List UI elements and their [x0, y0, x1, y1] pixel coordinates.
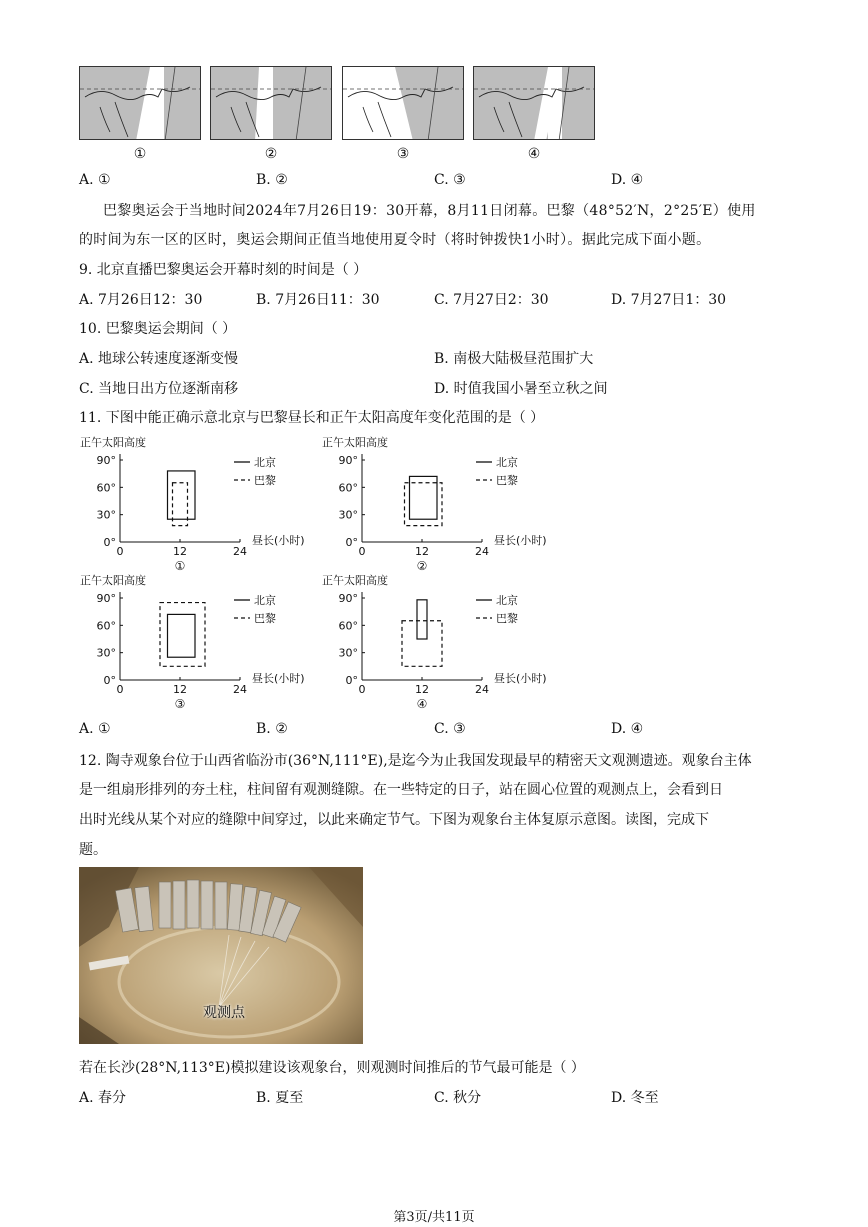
q12-option-d[interactable]: D. 冬至 [611, 1090, 659, 1106]
legend-beijing-label: 北京 [496, 594, 518, 607]
q12-option-a[interactable]: A. 春分 [79, 1090, 127, 1106]
q9-option-c[interactable]: C. 7月27日2：30 [434, 292, 549, 308]
q9-stem: 9. 北京直播巴黎奥运会开幕时刻的时间是（ ） [79, 262, 368, 278]
q9-option-a[interactable]: A. 7月26日12：30 [79, 292, 203, 308]
chart-1 [76, 432, 326, 572]
q12-option-b[interactable]: B. 夏至 [256, 1090, 304, 1106]
q11-option-c[interactable]: C. ③ [434, 721, 466, 737]
map-thumbnail-1 [79, 66, 201, 140]
chart-x-tick-label: 12 [415, 545, 429, 558]
chart-y-tick-label: 60° [96, 619, 116, 633]
q10-option-a[interactable]: A. 地球公转速度逐渐变慢 [79, 351, 239, 367]
map-thumbnail-2 [210, 66, 332, 140]
chart-ylabel: 正午太阳高度 [80, 574, 146, 587]
q10-option-d[interactable]: D. 时值我国小暑至立秋之间 [434, 381, 608, 397]
chart-y-tick-label: 90° [96, 454, 116, 467]
legend-beijing-label: 北京 [254, 594, 276, 607]
chart-index-label: ② [416, 559, 428, 572]
beijing-range-box [417, 600, 427, 639]
chart-x-tick-label: 12 [173, 545, 187, 558]
chart-ylabel: 正午太阳高度 [80, 436, 146, 449]
q12-stem: 若在长沙(28°N,113°E)模拟建设该观象台，则观测时间推后的节气最可能是（ ） [79, 1060, 585, 1076]
legend-paris-label: 巴黎 [254, 612, 276, 625]
chart-y-tick-label: 90° [338, 454, 358, 467]
q11-stem: 11. 下图中能正确示意北京与巴黎昼长和正午太阳高度年变化范围的是（ ） [79, 410, 545, 426]
legend-beijing-label: 北京 [496, 456, 518, 469]
chart-ylabel: 正午太阳高度 [322, 574, 388, 587]
map-3-graphic [343, 67, 464, 140]
q11-option-a[interactable]: A. ① [79, 721, 111, 737]
chart-x-tick-label: 0 [116, 545, 124, 558]
q12-option-c[interactable]: C. 秋分 [434, 1090, 482, 1106]
legend-beijing-label: 北京 [254, 456, 276, 469]
chart-3 [76, 570, 326, 710]
chart-xlabel: 昼长(小时) [494, 534, 547, 547]
q11-option-b[interactable]: B. ② [256, 721, 288, 737]
q9-option-d[interactable]: D. 7月27日1：30 [611, 292, 727, 308]
q9-option-b[interactable]: B. 7月26日11：30 [256, 292, 380, 308]
map-thumbnail-4 [473, 66, 595, 140]
paris-range-box [402, 621, 442, 667]
q8-option-c[interactable]: C. ③ [434, 172, 466, 188]
chart-y-tick-label: 30° [338, 646, 358, 660]
chart-index-label: ③ [174, 697, 186, 710]
map-2-graphic [211, 67, 332, 140]
q10-stem: 10. 巴黎奥运会期间（ ） [79, 321, 237, 337]
map-thumbnail-3 [342, 66, 464, 140]
chart-y-tick-label: 30° [338, 508, 358, 522]
observatory-photo [79, 867, 363, 1044]
map-1-graphic [80, 67, 201, 140]
chart-xlabel: 昼长(小时) [494, 672, 547, 685]
chart-ylabel: 正午太阳高度 [322, 436, 388, 449]
chart-x-tick-label: 24 [233, 545, 247, 558]
chart-y-tick-label: 60° [338, 619, 358, 633]
beijing-range-box [168, 614, 196, 657]
chart-2 [318, 432, 568, 572]
chart-x-tick-label: 0 [358, 683, 366, 696]
q10-option-c[interactable]: C. 当地日出方位逐渐南移 [79, 381, 239, 397]
chart-y-tick-label: 0° [345, 674, 358, 687]
chart-y-tick-label: 60° [96, 481, 116, 495]
chart-x-tick-label: 24 [233, 683, 247, 696]
chart-xlabel: 昼长(小时) [252, 534, 305, 547]
chart-index-label: ① [174, 559, 186, 572]
chart-y-tick-label: 60° [338, 481, 358, 495]
chart-y-tick-label: 0° [103, 674, 116, 687]
chart-y-tick-label: 0° [103, 536, 116, 549]
legend-paris-label: 巴黎 [496, 474, 518, 487]
chart-y-tick-label: 30° [96, 508, 116, 522]
observation-point-label: 观测点 [203, 1005, 245, 1021]
chart-xlabel: 昼长(小时) [252, 672, 305, 685]
q12-para-line-2: 是一组扇形排列的夯土柱，柱间留有观测缝隙。在一些特定的日子，站在圆心位置的观测点上，会看到日 [79, 782, 723, 798]
chart-y-tick-label: 90° [338, 592, 358, 605]
chart-4 [318, 570, 568, 710]
map-4-graphic [474, 67, 595, 140]
q12-para-line-4: 题。 [79, 842, 107, 858]
q8-option-b[interactable]: B. ② [256, 172, 288, 188]
q8-option-a[interactable]: A. ① [79, 172, 111, 188]
map-label-1: ① [133, 146, 147, 162]
page-footer: 第3页/共11页 [393, 1210, 475, 1225]
chart-y-tick-label: 0° [345, 536, 358, 549]
chart-y-tick-label: 30° [96, 646, 116, 660]
q10-option-b[interactable]: B. 南极大陆极昼范围扩大 [434, 351, 594, 367]
chart-x-tick-label: 24 [475, 683, 489, 696]
legend-paris-label: 巴黎 [496, 612, 518, 625]
chart-x-tick-label: 24 [475, 545, 489, 558]
passage-line-2: 的时间为东一区的区时，奥运会期间正值当地使用夏令时（将时钟拨快1小时）。据此完成下面小题。 [79, 232, 711, 248]
chart-x-tick-label: 12 [173, 683, 187, 696]
q12-para-line-1: 12. 陶寺观象台位于山西省临汾市(36°N,111°E),是迄今为止我国发现最早的精密天文观测遗迹。观象台主体 [79, 753, 752, 769]
map-label-3: ③ [396, 146, 410, 162]
chart-x-tick-label: 12 [415, 683, 429, 696]
q11-option-d[interactable]: D. ④ [611, 721, 644, 737]
chart-y-tick-label: 90° [96, 592, 116, 605]
passage-line-1: 巴黎奥运会于当地时间2024年7月26日19：30开幕，8月11日闭幕。巴黎（48°52′N，2°25′E）使用 [103, 203, 756, 219]
chart-index-label: ④ [416, 697, 428, 710]
beijing-range-box [168, 471, 196, 519]
map-label-4: ④ [527, 146, 541, 162]
q8-option-d[interactable]: D. ④ [611, 172, 644, 188]
chart-x-tick-label: 0 [116, 683, 124, 696]
legend-paris-label: 巴黎 [254, 474, 276, 487]
chart-x-tick-label: 0 [358, 545, 366, 558]
map-label-2: ② [264, 146, 278, 162]
q12-para-line-3: 出时光线从某个对应的缝隙中间穿过，以此来确定节气。下图为观象台主体复原示意图。读图，完成下 [79, 812, 709, 828]
